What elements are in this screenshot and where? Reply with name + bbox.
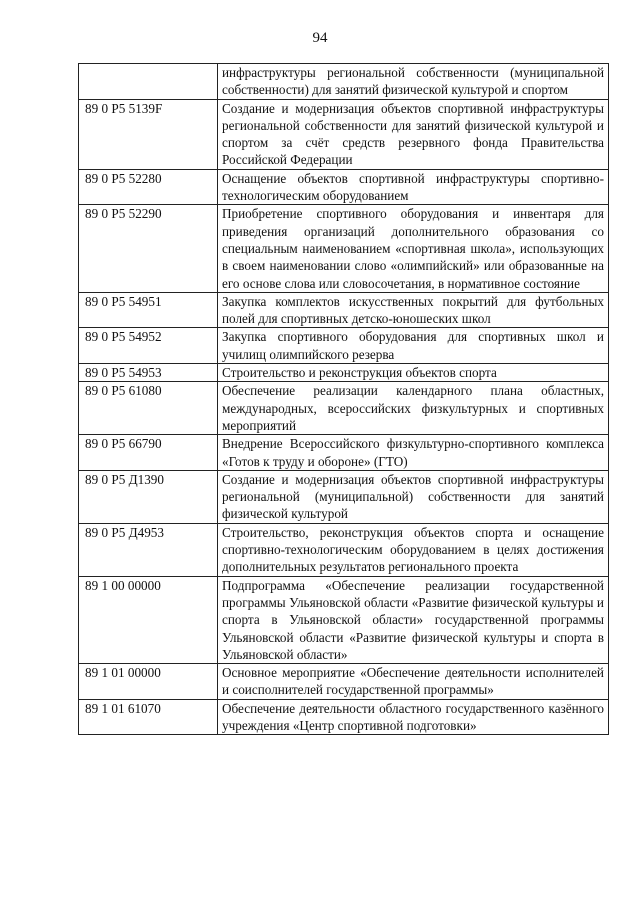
description-cell: инфраструктуры региональной собственности (муниципальной собственности) для занятий физической культурой и спортом	[218, 64, 609, 100]
description-cell: Основное мероприятие «Обеспечение деятельности исполнителей и соисполнителей государственной программы»	[218, 664, 609, 700]
description-cell: Подпрограмма «Обеспечение реализации государственной программы Ульяновской области «Развитие физической культуры и спорта в Ульяновской области» государственной программы Ульяновской области «Развитие физической культуры и спорта в Ульяновской области»	[218, 576, 609, 663]
classification-table	[78, 63, 609, 735]
description-cell: Создание и модернизация объектов спортивной инфраструктуры региональной собственности для занятий физической культурой и спортом за счёт средств резервного фонда Правительства Российской Федерации	[218, 99, 609, 169]
code-cell: 89 1 01 61070	[79, 699, 218, 735]
table-row	[79, 382, 609, 435]
table-row	[79, 205, 609, 292]
code-cell: 89 0 P5 66790	[79, 435, 218, 471]
code-cell: 89 0 P5 5139F	[79, 99, 218, 169]
code-cell: 89 0 P5 61080	[79, 382, 218, 435]
table-row	[79, 699, 609, 735]
description-cell: Строительство и реконструкция объектов спорта	[218, 364, 609, 382]
code-cell: 89 0 P5 52290	[79, 205, 218, 292]
description-cell: Создание и модернизация объектов спортивной инфраструктуры региональной (муниципальной) собственности для занятий физической культурой	[218, 470, 609, 523]
description-cell: Приобретение спортивного оборудования и инвентаря для приведения организаций дополнительного образования со специальным наименованием «спортивная школа», использующих в своем наименовании слово «олимпийский» или образованные на его основе слова или словосочетания, в нормативное состояние	[218, 205, 609, 292]
code-cell: 89 0 P5 Д4953	[79, 523, 218, 576]
table-row	[79, 292, 609, 328]
code-cell: 89 0 P5 54951	[79, 292, 218, 328]
table-row	[79, 523, 609, 576]
page-number: 94	[312, 30, 328, 46]
description-cell: Внедрение Всероссийского физкультурно-спортивного комплекса «Готов к труду и обороне» (ГТО)	[218, 435, 609, 471]
table-row	[79, 364, 609, 382]
code-cell: 89 0 P5 54952	[79, 328, 218, 364]
table-row	[79, 99, 609, 169]
table-row	[79, 470, 609, 523]
table-row	[79, 576, 609, 663]
description-cell: Строительство, реконструкция объектов спорта и оснащение спортивно-технологическим оборудованием в целях достижения дополнительных результатов регионального проекта	[218, 523, 609, 576]
description-cell: Закупка спортивного оборудования для спортивных школ и училищ олимпийского резерва	[218, 328, 609, 364]
code-cell: 89 0 P5 Д1390	[79, 470, 218, 523]
code-cell	[79, 64, 218, 100]
code-cell: 89 1 00 00000	[79, 576, 218, 663]
table-row	[79, 664, 609, 700]
code-cell: 89 0 P5 52280	[79, 169, 218, 205]
table-row	[79, 328, 609, 364]
table-row	[79, 435, 609, 471]
description-cell: Обеспечение реализации календарного плана областных, международных, всероссийских физкультурных и спортивных мероприятий	[218, 382, 609, 435]
table-row	[79, 169, 609, 205]
code-cell: 89 1 01 00000	[79, 664, 218, 700]
description-cell: Обеспечение деятельности областного государственного казённого учреждения «Центр спортивной подготовки»	[218, 699, 609, 735]
description-cell: Оснащение объектов спортивной инфраструктуры спортивно-технологическим оборудованием	[218, 169, 609, 205]
table-row	[79, 64, 609, 100]
description-cell: Закупка комплектов искусственных покрытий для футбольных полей для спортивных детско-юношеских школ	[218, 292, 609, 328]
code-cell: 89 0 P5 54953	[79, 364, 218, 382]
